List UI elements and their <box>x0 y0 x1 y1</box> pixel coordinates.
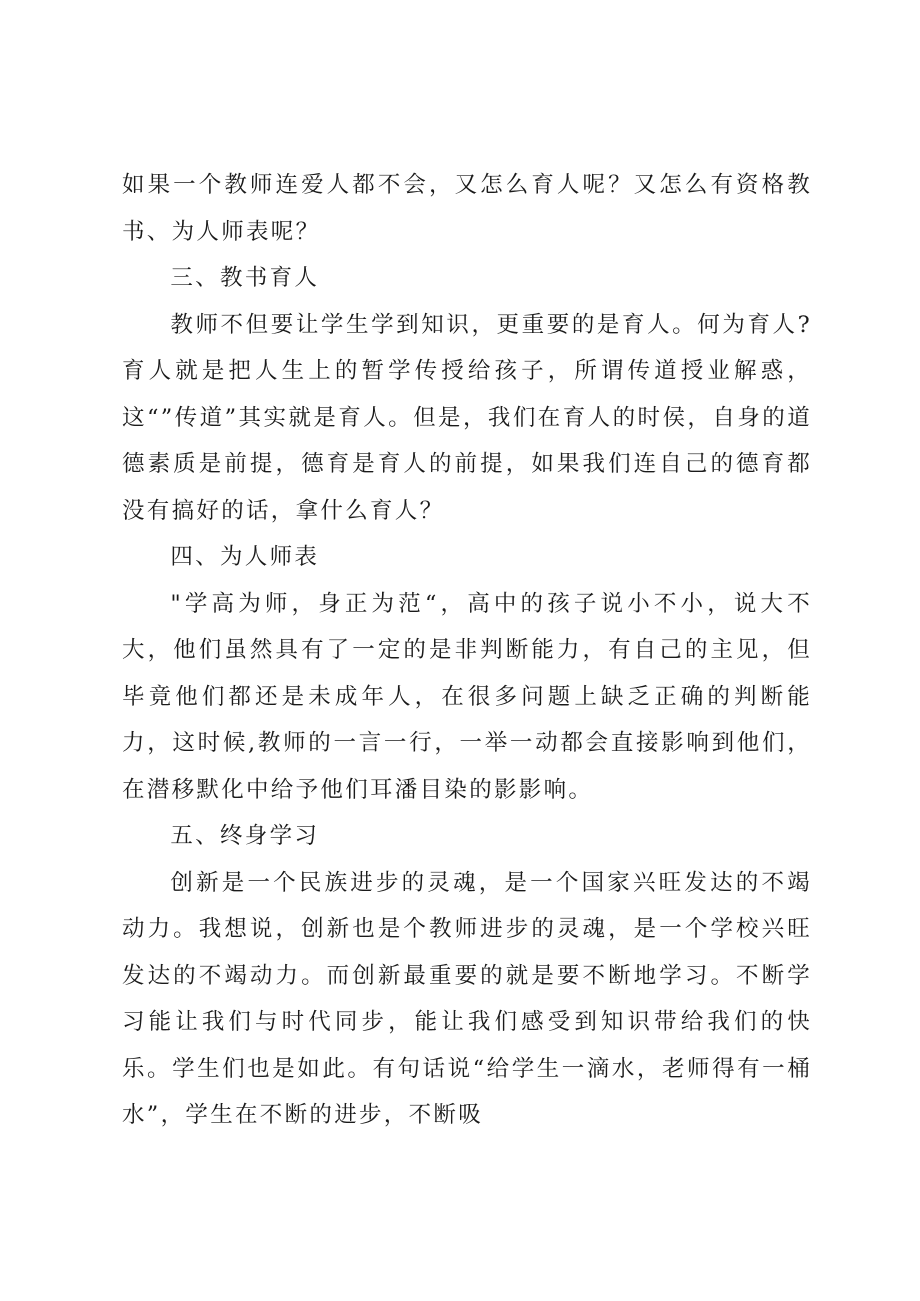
paragraph-lifelong-learning: 创新是一个民族进步的灵魂，是一个国家兴旺发达的不竭动力。我想说，创新也是个教师进步的灵魂，是一个学校兴旺发达的不竭动力。而创新最重要的就是要不断地学习。不断学习能让我们与时代同步，能让我们感受到知识带给我们的快乐。学生们也是如此。有句话说“给学生一滴水，老师得有一桶水”，学生在不断的进步，不断吸 <box>122 869 812 1128</box>
document-body <box>122 162 812 1139</box>
paragraph-teaching: 教师不但要让学生学到知识，更重要的是育人。何为育人?育人就是把人生上的暂学传授给孩子，所谓传道授业解惑，这“”传道”其实就是育人。但是，我们在育人的时侯，自身的道德素质是前提，德育是育人的前提，如果我们连自己的德育都没有搞好的话，拿什么育人？ <box>122 311 812 524</box>
section-heading-lifelong-learning: 五、终身学习 <box>170 823 320 849</box>
paragraph-continuation: 如果一个教师连爱人都不会，又怎么育人呢？又怎么有资格教书、为人师表呢？ <box>122 172 812 245</box>
paragraph-role-model: "学高为师，身正为范“，高中的孩子说小不小，说大不大，他们虽然具有了一定的是非判断能力，有自己的主见，但毕竟他们都还是未成年人，在很多问题上缺乏正确的判断能力，这时候,教师的一言一行，一举一动都会直接影响到他们，在潜移默化中给予他们耳潘目染的影影响。 <box>122 590 812 803</box>
section-heading-teaching: 三、教书育人 <box>170 265 320 291</box>
section-heading-role-model: 四、为人师表 <box>170 544 320 570</box>
